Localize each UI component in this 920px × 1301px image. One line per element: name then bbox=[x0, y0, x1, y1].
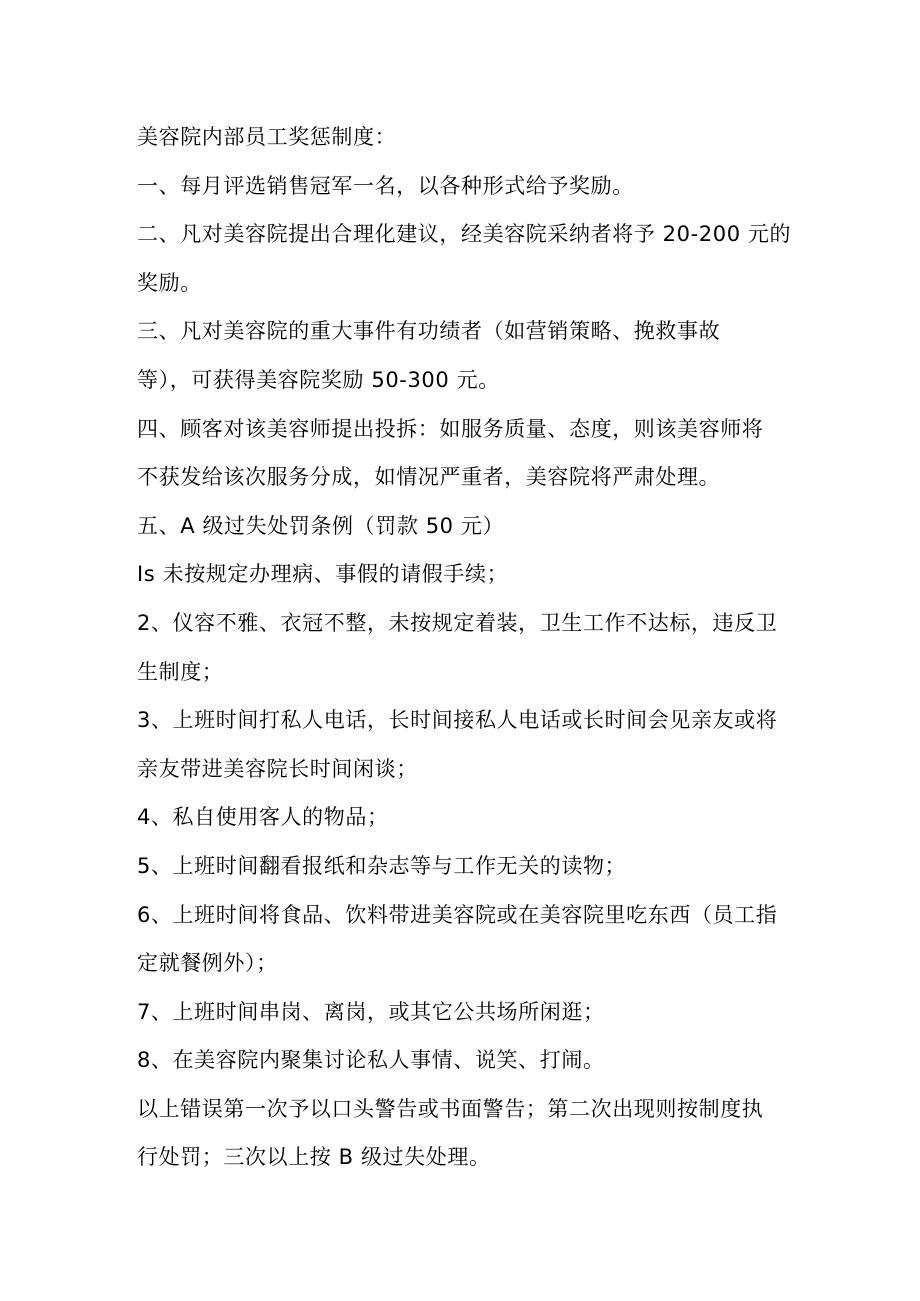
penalty-item-6-line-1: 6、上班时间将食品、饮料带进美容院或在美容院里吃东西（员工指 bbox=[137, 902, 778, 927]
penalty-item-5: 5、上班时间翻看报纸和杂志等与工作无关的读物； bbox=[137, 853, 627, 878]
rule-reward-3-line-1: 三、凡对美容院的重大事件有功绩者（如营销策略、挽救事故 bbox=[137, 319, 721, 344]
section-a-heading: 五、A 级过失处罚条例（罚款 50 元） bbox=[137, 513, 505, 538]
rule-reward-2-line-2: 奖励。 bbox=[137, 270, 202, 295]
penalty-summary-line-2: 行处罚；三次以上按 B 级过失处理。 bbox=[137, 1145, 491, 1170]
penalty-item-6-line-2: 定就餐例外）； bbox=[137, 951, 278, 976]
penalty-item-4: 4、私自使用客人的物品； bbox=[137, 805, 389, 830]
rule-reward-3-line-2: 等），可获得美容院奖励 50-300 元。 bbox=[137, 367, 500, 392]
penalty-summary-line-1: 以上错误第一次予以口头警告或书面警告；第二次出现则按制度执 bbox=[137, 1096, 764, 1121]
document-body bbox=[137, 113, 797, 1182]
rule-complaint-line-1: 四、顾客对该美容师提出投拆：如服务质量、态度，则该美容师将 bbox=[137, 416, 764, 441]
penalty-item-2-line-2: 生制度； bbox=[137, 659, 224, 684]
rule-complaint-line-2: 不获发给该次服务分成，如情况严重者，美容院将严肃处理。 bbox=[137, 465, 721, 490]
penalty-item-3-line-2: 亲友带进美容院长时间闲谈； bbox=[137, 756, 418, 781]
rule-reward-1: 一、每月评选销售冠军一名，以各种形式给予奖励。 bbox=[137, 173, 634, 198]
penalty-item-1: Is 未按规定办理病、事假的请假手续； bbox=[137, 562, 509, 587]
document-title: 美容院内部员工奖惩制度： bbox=[137, 125, 397, 149]
penalty-item-7: 7、上班时间串岗、离岗，或其它公共场所闲逛； bbox=[137, 999, 605, 1024]
penalty-item-8: 8、在美容院内聚集讨论私人事情、说笑、打闹。 bbox=[137, 1048, 605, 1073]
penalty-item-3-line-1: 3、上班时间打私人电话，长时间接私人电话或长时间会见亲友或将 bbox=[137, 708, 778, 733]
penalty-item-2-line-1: 2、仪容不雅、衣冠不整，未按规定着装，卫生工作不达标，违反卫 bbox=[137, 610, 778, 635]
rule-reward-2-line-1: 二、凡对美容院提出合理化建议，经美容院采纳者将予 20-200 元的 bbox=[137, 222, 792, 247]
